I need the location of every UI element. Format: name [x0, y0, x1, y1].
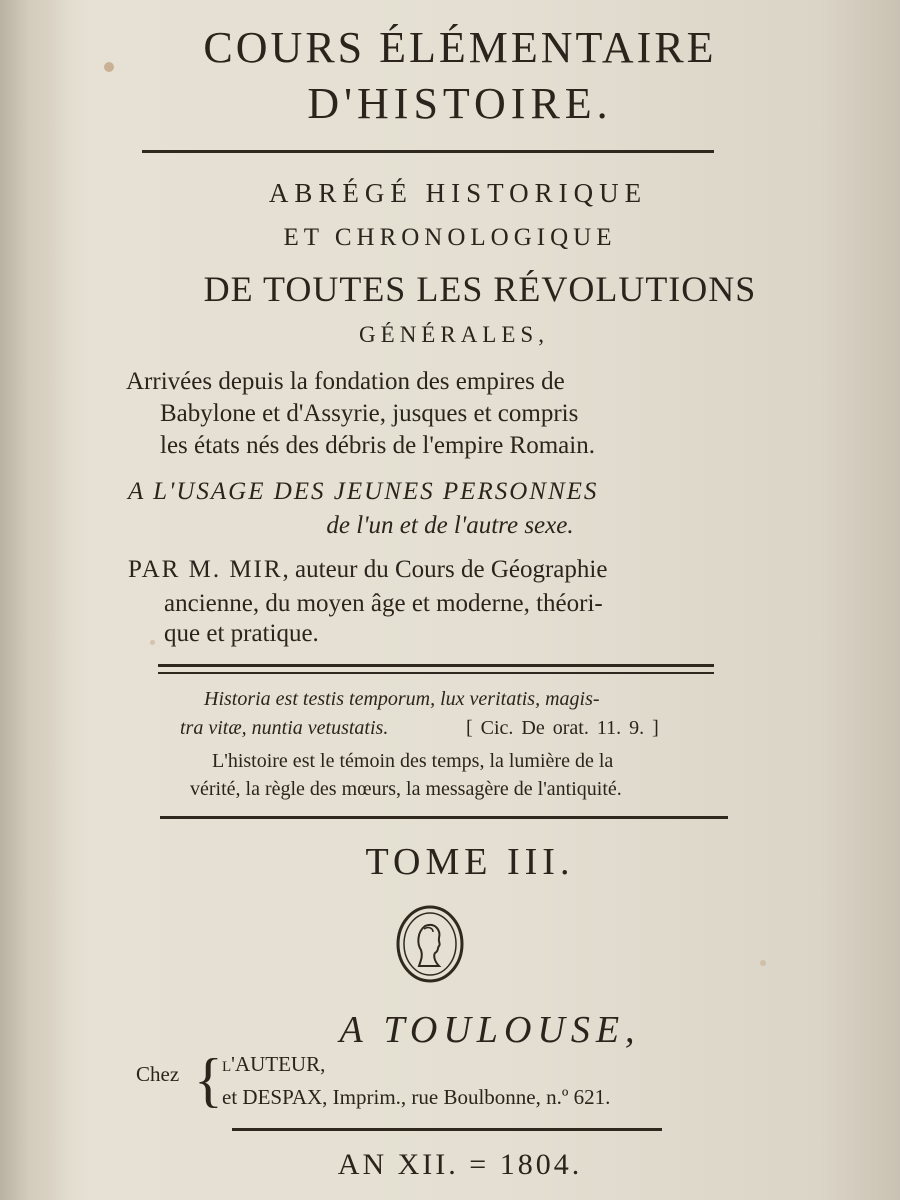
author-line-2: ancienne, du moyen âge et moderne, théori-: [164, 590, 603, 617]
epigraph-latin-2: tra vitæ, nuntia vetustatis.: [180, 717, 389, 739]
title-line-2: D'HISTOIRE.: [307, 79, 613, 128]
medallion-portrait-icon: [395, 904, 465, 984]
volume-label: TOME III.: [365, 841, 575, 883]
title-line-1: COURS ÉLÉMENTAIRE: [203, 23, 717, 72]
author-line-1: [128, 556, 607, 584]
epigraph-french-2: vérité, la règle des mœurs, la messagère de l'antiquité.: [190, 778, 622, 800]
author-credit: , auteur du Cours de Géographie: [282, 556, 608, 583]
foxing-spot: [760, 960, 766, 966]
description-line-2: Babylone et d'Assyrie, jusques et compris: [160, 400, 579, 427]
foxing-spot: [150, 640, 155, 645]
description-line-1: Arrivées depuis la fondation des empires de: [126, 368, 565, 395]
epigraph-top-rule-2: [158, 672, 714, 674]
author-line-3: que et pratique.: [164, 620, 319, 647]
imprint-date: AN XII. = 1804.: [337, 1148, 583, 1181]
epigraph-french-1: L'histoire est le témoin des temps, la lumière de la: [212, 750, 614, 772]
imprint-chez: Chez: [136, 1062, 180, 1086]
epigraph-top-rule: [158, 664, 714, 667]
description-line-3: les états nés des débris de l'empire Romain.: [160, 432, 595, 459]
subtitle-line-2: ET CHRONOLOGIQUE: [283, 224, 617, 251]
subtitle-line-3: DE TOUTES LES RÉVOLUTIONS: [203, 269, 757, 309]
imprint-place: A TOULOUSE,: [339, 1009, 641, 1051]
epigraph-bottom-rule: [160, 816, 728, 819]
imprint-brace: {: [194, 1047, 223, 1113]
author-name: PAR M. MIR: [128, 556, 283, 583]
imprint-line-2: et DESPAX, Imprim., rue Boulbonne, n.º 621.: [222, 1085, 611, 1109]
usage-line-1: A L'USAGE DES JEUNES PERSONNES: [128, 478, 599, 505]
epigraph-citation: [ Cic. De orat. 11. 9. ]: [466, 717, 659, 739]
imprint-line-1: l'AUTEUR,: [222, 1052, 326, 1076]
imprint-rule: [232, 1128, 662, 1131]
usage-line-2: de l'un et de l'autre sexe.: [326, 512, 574, 539]
subtitle-line-1: ABRÉGÉ HISTORIQUE: [268, 178, 648, 208]
epigraph-latin-1: Historia est testis temporum, lux veritatis, magis-: [204, 688, 600, 710]
title-divider: [142, 150, 714, 153]
subtitle-line-4: GÉNÉRALES,: [359, 322, 549, 347]
